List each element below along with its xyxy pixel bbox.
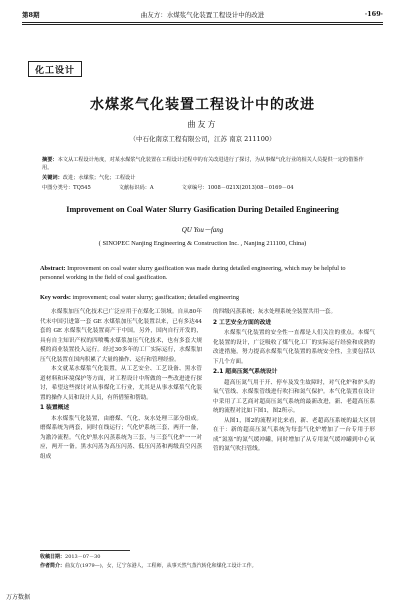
footnote-rule <box>40 550 130 551</box>
body-paragraph: 从图1，图2的流程对比来看，新、老超高压系统的最大区别在于：新的超高压氮气系统为每套气化炉增加了一台专用于形成“氮塞”的氮气缓冲罐，同时增加了从专用氮气缓冲罐到中心氧管的氮气吹扫管线。 <box>213 417 375 452</box>
abstract-en-label: Abstract: <box>40 265 66 272</box>
affiliation-en: ( SINOPEC Nanjing Engineering & Construction Inc. , Nanjing 211100, China) <box>98 240 307 247</box>
section-heading: 2 工艺安全方面的改进 <box>213 319 272 326</box>
body-paragraph: 本文就某水煤浆气化装置，从工艺安全、工艺设备、黑水管道材料和环境保护等方面，对工程设计中所做的一些改进进行探讨，希望这些探讨对从事煤化工行业，尤其是从事水煤浆气化装置的操作人员和设计人员，有所借鉴和帮助。 <box>40 366 202 401</box>
body-paragraph: 水煤浆加压气化技术已广泛应用于在煤化工领域。自从80年代末中国引进第一套 GE 水煤浆加压气化装置以来，已有多达44套的 GE 水煤浆气化装置商产于中国。另外，国内自行开发的，具有自主知识产权的四喷嘴水煤浆加压气化技术，也有多套大规模的商业装置投入运行。经过30多年的工厂实际运行，水煤浆加压气化装置在国内积累了大量的操作、运行和管理经验。 <box>40 309 202 363</box>
received-value: 2013－07－30 <box>65 554 101 560</box>
keywords-en-label: Key words: <box>40 294 71 301</box>
body-column-right <box>213 308 375 455</box>
abstract-cn <box>42 156 365 172</box>
keywords-en <box>40 293 367 302</box>
header-rule-bottom <box>22 24 383 25</box>
received-label: 收稿日期： <box>40 554 66 560</box>
article-number: 文章编号：1008－021X(2013)08－0169－04 <box>181 185 294 191</box>
section-label <box>28 61 82 77</box>
body-paragraph: 超高压氮气用于开、停车及发生故障时，对气化炉和炉头的氧气管线、水煤浆管线进行吹扫和氮气保护。本气化装置在设计中采用了工艺商对超高压氮气系统的最新改进，新、老超高压系统的流程对比如下图1，图2所示。 <box>213 379 375 414</box>
author-bio-text: 曲友方(1979—)，女，辽宁东港人，工程师，从事天然气蒸汽转化和煤化工设计工作。 <box>65 563 257 569</box>
abstract-en-text: Improvement on coal water slurry gasification was made during detailed engineering, which may be helpful to personnel working in the field of coal gasification. <box>40 265 346 281</box>
article-title-en: Improvement on Coal Water Slurry Gasification During Detailed Engineering <box>66 205 339 214</box>
author-bio <box>40 562 375 570</box>
keywords-cn-text: 改进；水煤浆；气化；工程设计 <box>62 175 136 181</box>
body-column-left <box>40 308 202 462</box>
abstract-cn-label: 摘要： <box>42 157 58 163</box>
header-rule-top <box>22 22 383 23</box>
received-date <box>40 553 375 561</box>
author-name-en: QU You－fang <box>181 226 224 234</box>
body-paragraph: 的四级闪蒸系统；灰水处理系统全装置共用一套。 <box>213 309 337 315</box>
clc-number: 中图分类号：TQ545 <box>42 185 91 191</box>
author-bio-label: 作者简介： <box>40 563 66 569</box>
document-code: 文献标识码：A <box>118 185 154 191</box>
running-header <box>22 6 383 22</box>
body-paragraph: 本水煤浆气化装置，由磨煤、气化、灰水处理三部分组成。磨煤系统为两套，同时在线运行；气化炉系统三套，两开一备，为激冷流程。气化炉黑水闪蒸系统为三套，与三套气化炉一一对应，两开一备。黑水闪蒸为高压闪蒸、低压闪蒸和两级真空闪蒸组成 <box>40 415 202 460</box>
keywords-cn <box>42 174 365 182</box>
classification-line <box>42 184 365 191</box>
section-heading: 2.1 超高压氮气系统设计 <box>213 369 278 375</box>
page-number: ·169· <box>364 10 383 18</box>
affiliation-cn: （中石化南京工程有限公司，江苏 南京 211100） <box>129 135 276 143</box>
section-label-text: 化工设计 <box>34 65 75 76</box>
section-heading: 1 装置概述 <box>40 405 70 411</box>
keywords-en-text: improvement; coal water slurry; gasification; detailed engineering <box>72 294 240 301</box>
running-title: 曲友方：水煤浆气化装置工程设计中的改进 <box>140 10 265 19</box>
body-paragraph: 水煤浆气化装置的安全性一直都是人们关注的重点。本煤气化装置的设计，广泛吸收了煤气化工厂的实际运行经验和成熟的改进措施，努力提高水煤浆气化装置的系统安全性，主要包括以下几个方面。 <box>213 330 375 365</box>
issue-number: 第8期 <box>22 10 40 19</box>
source-watermark: 万方数据 <box>6 594 31 601</box>
author-name-cn: 曲友方 <box>187 120 218 129</box>
abstract-en <box>40 264 367 282</box>
keywords-cn-label: 关键词： <box>42 175 63 181</box>
abstract-cn-text: 本文从工程设计角度，对某水煤浆气化装置在工程设计过程中的有关改进进行了探讨，为从事煤气化行业的相关人员提供一定的借鉴作用。 <box>42 157 364 171</box>
article-title-cn: 水煤浆气化装置工程设计中的改进 <box>90 97 315 113</box>
